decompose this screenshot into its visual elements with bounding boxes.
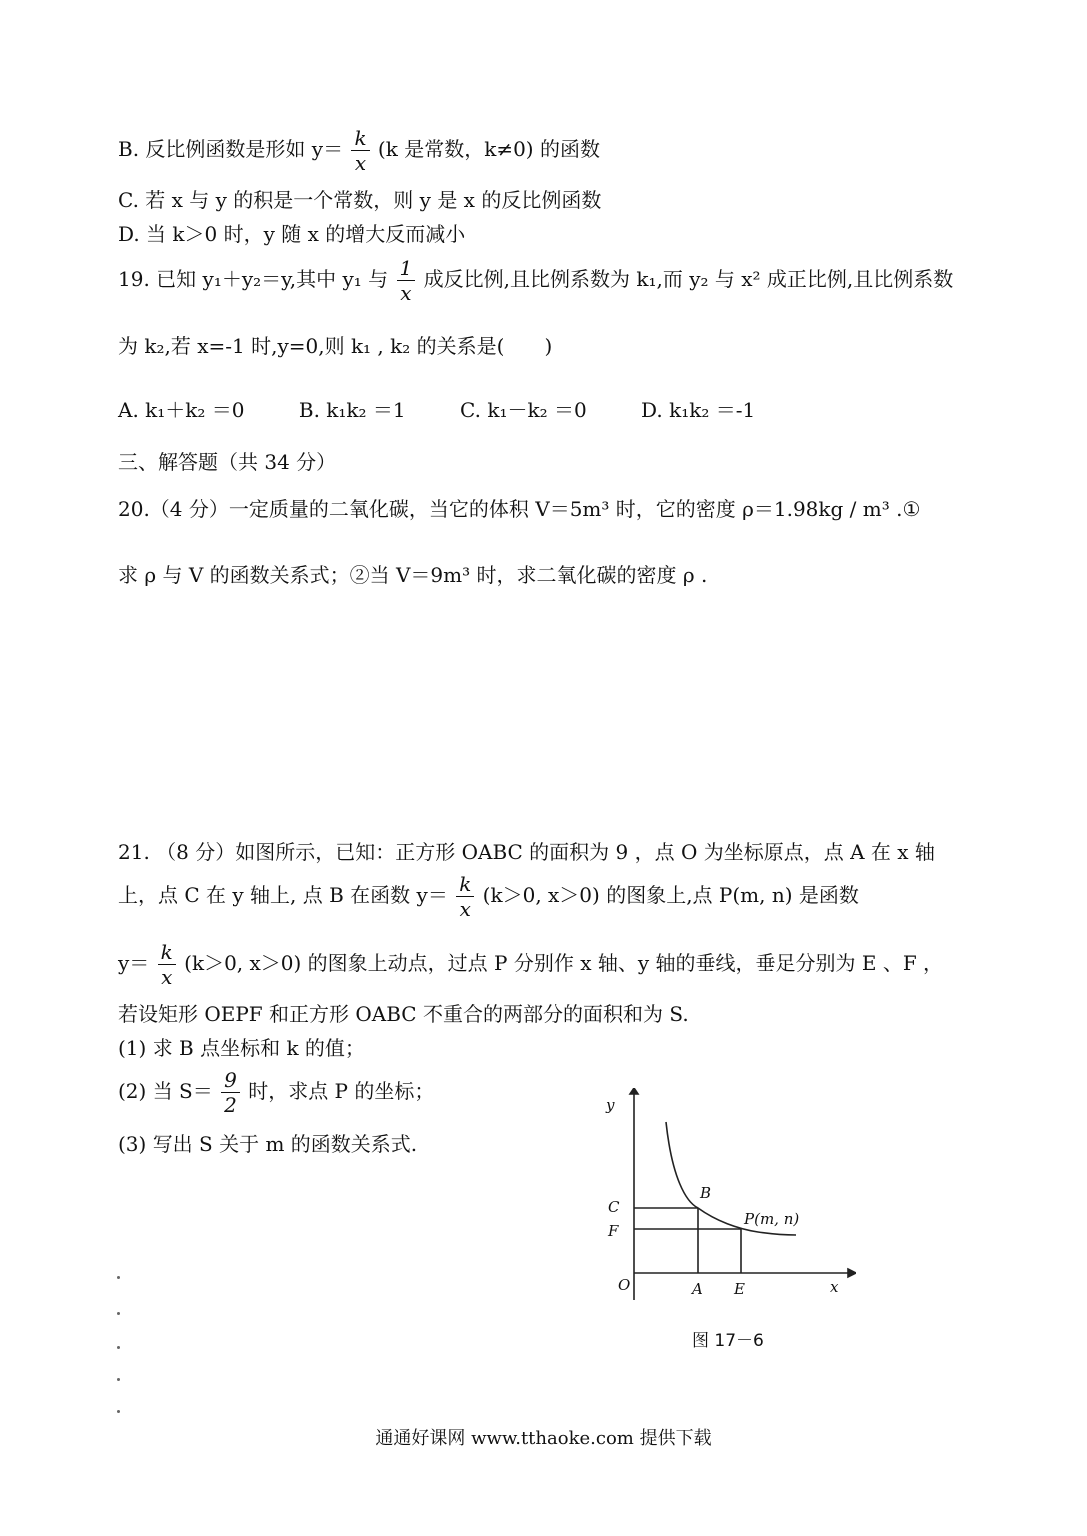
q21-text-end: (k＞0, x＞0) 的图象上动点，过点 P 分别作 x 轴、y 轴的垂线，垂足分别为 E 、F ， (184, 951, 944, 975)
label-x: x (830, 1278, 839, 1296)
q19-option-c: C. k₁－k₂ ＝0 (460, 398, 587, 422)
q18-b-text-end: (k 是常数，k≠0) 的函数 (377, 137, 600, 161)
fraction-denominator: x (459, 897, 471, 921)
q18-option-c: C. 若 x 与 y 的积是一个常数，则 y 是 x 的反比例函数 (118, 188, 602, 212)
q21-part2 (118, 1068, 434, 1117)
q18-option-d: D. 当 k＞0 时，y 随 x 的增大反而减小 (118, 222, 466, 246)
fraction-numerator: k (456, 872, 474, 897)
x-axis-arrow (848, 1269, 856, 1277)
q20-line1: 20.（4 分）一定质量的二氧化碳，当它的体积 V＝5m³ 时，它的密度 ρ＝1.98kg / m³ .① (118, 497, 921, 521)
fraction (397, 256, 416, 305)
q19-option-b: B. k₁k₂ ＝1 (298, 398, 406, 422)
q19-options (118, 398, 803, 422)
q18-b-text: B. 反比例函数是形如 y＝ (118, 137, 344, 161)
q18-option-b (118, 126, 600, 175)
label-a: A (692, 1280, 703, 1298)
label-y: y (606, 1096, 615, 1114)
fraction-numerator: 1 (397, 256, 416, 281)
margin-dot (117, 1410, 120, 1413)
fraction-numerator: k (158, 940, 176, 965)
q21-part1: (1) 求 B 点坐标和 k 的值； (118, 1036, 365, 1060)
q19-text: 19. 已知 y₁＋y₂＝y,其中 y₁ 与 (118, 267, 389, 291)
label-c: C (608, 1198, 620, 1216)
label-origin: O (618, 1276, 631, 1294)
fraction-denominator: x (161, 965, 173, 989)
fraction-denominator: x (354, 151, 367, 175)
y-axis-arrow (630, 1088, 638, 1094)
label-p: P(m, n) (744, 1210, 800, 1228)
q21-line1: 21. （8 分）如图所示，已知：正方形 OABC 的面积为 9 ，点 O 为坐标原点，点 A 在 x 轴 (118, 840, 935, 864)
q21-line2 (118, 872, 859, 921)
fraction-denominator: 2 (224, 1093, 237, 1117)
label-b: B (700, 1184, 712, 1202)
margin-dot (117, 1312, 120, 1315)
fraction-denominator: x (400, 281, 412, 305)
q21-part2-text: (2) 当 S＝ (118, 1079, 213, 1103)
q21-part2-text-end: 时，求点 P 的坐标； (248, 1079, 435, 1103)
margin-dot (117, 1346, 120, 1349)
margin-dot (117, 1378, 120, 1381)
q19-option-d: D. k₁k₂ ＝-1 (641, 398, 756, 422)
q21-text: y＝ (118, 951, 150, 975)
q19-stem-line1 (118, 256, 953, 305)
q21-text-end: (k＞0, x＞0) 的图象上,点 P(m, n) 是函数 (482, 883, 859, 907)
section-heading: 三、解答题（共 34 分） (118, 450, 337, 474)
fraction-numerator: k (351, 126, 369, 151)
label-e: E (734, 1280, 745, 1298)
fraction (221, 1068, 240, 1117)
q21-text: 上，点 C 在 y 轴上, 点 B 在函数 y＝ (118, 883, 448, 907)
q21-line3 (118, 940, 943, 989)
q19-option-a: A. k₁＋k₂ ＝0 (118, 398, 245, 422)
q21-part3: (3) 写出 S 关于 m 的函数关系式. (118, 1132, 418, 1156)
fraction (351, 126, 369, 175)
q20-line2: 求 ρ 与 V 的函数关系式；②当 V＝9m³ 时，求二氧化碳的密度 ρ . (118, 563, 708, 587)
q21-line4: 若设矩形 OEPF 和正方形 OABC 不重合的两部分的面积和为 S. (118, 1002, 689, 1026)
fraction (456, 872, 474, 921)
q19-stem-line2: 为 k₂,若 x=-1 时,y=0,则 k₁ , k₂ 的关系是( ) (118, 334, 553, 358)
q19-text-end: 成反比例,且比例系数为 k₁,而 y₂ 与 x² 成正比例,且比例系数 (423, 267, 954, 291)
fraction-numerator: 9 (221, 1068, 240, 1093)
figure-caption: 图 17－6 (692, 1331, 764, 1351)
coordinate-figure (596, 1088, 856, 1318)
margin-dot (117, 1276, 120, 1279)
fraction (158, 940, 176, 989)
footer-source: 通通好课网 www.tthaoke.com 提供下载 (375, 1428, 712, 1449)
label-f: F (608, 1222, 619, 1240)
